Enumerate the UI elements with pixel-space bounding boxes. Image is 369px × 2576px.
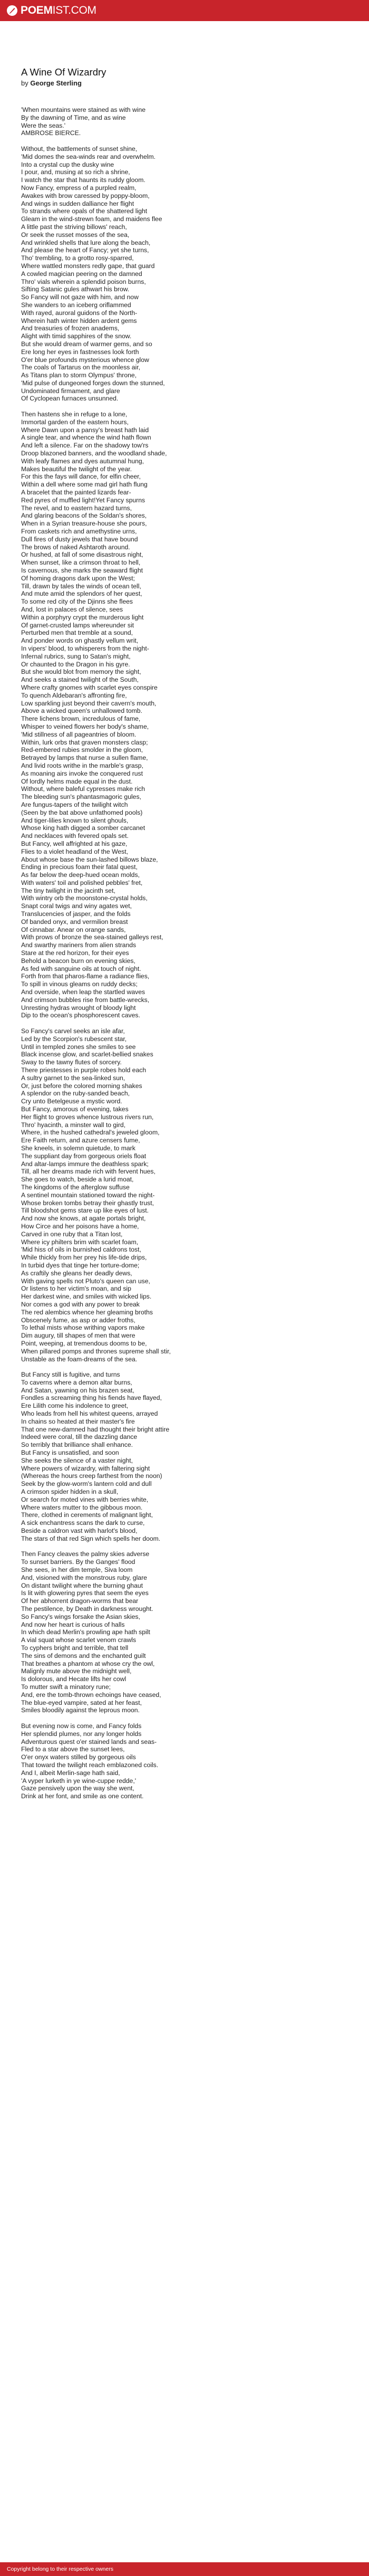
poem-line: Stare at the red horizon, for their eyes — [21, 949, 129, 957]
poem-line: But she would dream of warmer gems, and so — [21, 340, 152, 348]
poem-line: Where icy philters brim with scarlet foam, — [21, 1238, 139, 1246]
poem-line: Were the seas.' — [21, 121, 66, 129]
poem-line: Are fungus-tapers of the twilight witch — [21, 800, 128, 808]
poem-line: That breathes a phantom at whose cry the owl, — [21, 1659, 155, 1667]
poem-line: About whose base the sun-lashed billows blaze, — [21, 855, 158, 863]
poem-line: 'Mid pulse of dungeoned forges down the stunned, — [21, 379, 165, 387]
poem-line: I pour, and, musing at so rich a shrine, — [21, 168, 130, 176]
poem-line: Or search for moted vines with berries white, — [21, 1495, 149, 1503]
poem-line: 'Mid hiss of oils in burnished caldrons tost, — [21, 1246, 141, 1254]
poem-line: A single tear, and whence the wind hath flown — [21, 434, 151, 442]
poem-line: Red-embered rubies smolder in the gloom, — [21, 746, 143, 754]
poem-line: Ere Lilith come his indolence to greet, — [21, 1402, 129, 1410]
poem-line: And ponder words on ghastly vellum writ, — [21, 637, 139, 645]
poem-line: Then hastens she in refuge to a lone, — [21, 411, 128, 418]
poem-line: While thickly from her prey his life-tide drips, — [21, 1254, 147, 1262]
poem-line: A vial squat whose scarlet venom crawls — [21, 1636, 137, 1644]
poem-line: Where wattled monsters redly gape, that guard — [21, 262, 155, 270]
poem-line: Fondles a screaming thing his fiends have flayed, — [21, 1394, 162, 1402]
poem-line: AMBROSE BIERCE. — [21, 129, 81, 137]
poem-line: Her darkest wine, and smiles with wicked lips. — [21, 1293, 152, 1301]
poem-line: To some red city of the Djinns she flees — [21, 598, 133, 606]
poem-line: Infernal rubrics, sung to Satan's might, — [21, 652, 131, 660]
poem-line: And mute amid the splendors of her quest, — [21, 590, 142, 598]
poem-line: Gaze pensively upon the way she went, — [21, 1785, 134, 1792]
poem-line: By the dawning of Time, and as wine — [21, 113, 126, 121]
poem-line: With waters' toil and polished pebbles' fret, — [21, 879, 143, 886]
poem-line: Translucencies of jasper, and the folds — [21, 910, 131, 918]
poem-line: Ere Faith return, and azure censers fume, — [21, 1137, 140, 1144]
author-link[interactable]: George Sterling — [30, 79, 82, 87]
poem-line: Gleam in the wind-strewn foam, and maidens flee — [21, 215, 162, 223]
poem-line: The pestilence, by Death in darkness wrought. — [21, 1605, 153, 1613]
poem-line: Flies to a violet headland of the West, — [21, 847, 129, 855]
poem-line: Of her abhorrent dragon-worms that bear — [21, 1597, 139, 1605]
poem-line: Unresting hydras wrought of bloody light — [21, 1004, 136, 1012]
poem-line: And I, albeit Merlin-sage hath said, — [21, 1769, 120, 1777]
logo-text-bold: POEM — [21, 4, 53, 16]
poem-line: Obscenely fume, as asp or adder froths, — [21, 1316, 135, 1324]
poem-line: Betrayed by lamps that nurse a sullen flame, — [21, 754, 148, 762]
poem-line: As far below the deep-hued ocean molds, — [21, 871, 140, 879]
poem-line: Whisper to veined flowers her body's shame, — [21, 722, 149, 730]
poem-line: With prows of bronze the sea-stained galleys rest, — [21, 933, 163, 941]
poem-line: But Fancy, amorous of evening, takes — [21, 1105, 129, 1113]
poem-line: Or chaunted to the Dragon in his gyre. — [21, 660, 130, 668]
poem-line: In turbid dyes that tinge her torture-dome; — [21, 1261, 140, 1269]
poem-line: And seeks a stained twilight of the South, — [21, 676, 139, 684]
poem-line: On distant twilight where the burning ghaut — [21, 1581, 143, 1589]
poem-line: In which dead Merlin's prowling ape hath spilt — [21, 1628, 150, 1636]
poem-line: Within a porphyry crypt the murderous light — [21, 613, 144, 621]
stanza — [21, 411, 348, 1019]
poem-line: The revel, and to eastern hazard turns, — [21, 504, 132, 512]
poem-line: Red pyres of muffled light!Yet Fancy spurns — [21, 496, 145, 504]
poem-line: Led by the Scorpion's rubescent star, — [21, 1035, 127, 1043]
poem-line: And tiger-lilies known to silent ghouls, — [21, 816, 129, 824]
poem-line: And, visioned with the monstrous ruby, glare — [21, 1573, 147, 1581]
poem-line: To mutter swift a minatory rune; — [21, 1683, 111, 1691]
poem-line: And crimson bubbles rise from battle-wrecks, — [21, 996, 150, 1004]
poem-line: Snapt coral twigs and winy agates wet, — [21, 902, 132, 910]
poem-line: O'er onyx waters stilled by gorgeous oils — [21, 1753, 136, 1761]
poem-line: The blue-eyed vampire, sated at her feast, — [21, 1699, 142, 1706]
poem-line: A cowled magician peering on the damned — [21, 270, 142, 278]
poem-line: Till, drawn by tales the winds of ocean tell, — [21, 582, 141, 590]
poem-line: Alight with timid sapphires of the snow. — [21, 332, 132, 340]
poem-line: Where waters mutter to the gibbous moon. — [21, 1503, 143, 1511]
poem-line: There, clothed in cerements of malignant light, — [21, 1511, 153, 1519]
poem-line: That toward the twilight reach emblazoned coils. — [21, 1761, 159, 1769]
poem-line: Ere long her eyes in fastnesses look forth — [21, 348, 139, 356]
poem-line: But she would blot from memory the sight, — [21, 668, 141, 676]
poem-line: And treasuries of frozen anadems, — [21, 325, 120, 332]
stanza — [21, 1027, 348, 1363]
poem-line: Above a wicked queen's unhallowed tomb. — [21, 707, 142, 715]
poem-line: Of homing dragons dark upon the West; — [21, 574, 135, 582]
stanza — [21, 106, 348, 137]
poem-line: Carved in one ruby that a Titan lost, — [21, 1230, 123, 1238]
poem-line: With leafy flames and dyes autumnal hung, — [21, 457, 144, 465]
poem-line: Nor comes a god with any power to break — [21, 1300, 140, 1308]
poem-line: 'A vyper lurketh in ye wine-cuppe redde,' — [21, 1777, 137, 1785]
poem-line: And necklaces with fevered opals set. — [21, 832, 129, 840]
poem-line: Indeed were coral, till the dazzling dance — [21, 1433, 138, 1441]
stanza — [21, 145, 348, 403]
poem-line: Without, where baleful cypresses make rich — [21, 785, 145, 793]
poem-line: And Satan, yawning on his brazen seat, — [21, 1386, 134, 1394]
poem-line: Within, lurk orbs that graven monsters clasp; — [21, 738, 148, 746]
by-label: by — [21, 79, 28, 87]
poem-line: With wintry orb the moonstone-crystal holds, — [21, 894, 148, 902]
poem-line: I watch the star that haunts its ruddy gloom. — [21, 176, 145, 184]
poem-line: Makes beautiful the twilight of the year. — [21, 465, 132, 473]
poem-line: To cyphers bright and terrible, that tell — [21, 1644, 129, 1652]
poem-line: Or hushed, at fall of some disastrous night, — [21, 551, 143, 559]
poem-line: And, lost in palaces of silence, sees — [21, 606, 123, 613]
poem-line: As fed with sanguine oils at touch of night. — [21, 965, 141, 972]
poem-line: A little past the striving billows' reach, — [21, 223, 127, 231]
poem-line: Dim augury, till shapes of men that were — [21, 1332, 135, 1340]
poem-line: With gaving spells not Pluto's queen can use, — [21, 1277, 150, 1285]
poem-line: So Fancy's wings forsake the Asian skies, — [21, 1613, 140, 1620]
poem-line: Thro' vials wherein a splendid poison burns, — [21, 278, 146, 285]
poem-line: Of banded onyx, and vermilion breast — [21, 918, 128, 926]
poem-line: (Seen by the bat above unfathomed pools) — [21, 808, 143, 816]
poem-line: Now Fancy, empress of a purpled realm, — [21, 184, 137, 192]
poem-line: Malignly mute above the midnight well, — [21, 1667, 132, 1675]
poem-line: But evening now is come, and Fancy folds — [21, 1722, 142, 1730]
poem-line: Then Fancy cleaves the palmy skies adverse — [21, 1550, 150, 1558]
poem-line: Drink at her font, and smile as one content. — [21, 1792, 144, 1800]
poem-line: Is dolorous, and Hecate lifts her cowl — [21, 1675, 127, 1683]
poem-line: Cry unto Betelgeuse a mystic word. — [21, 1098, 122, 1105]
poem-line: But Fancy, well affrighted at his gaze, — [21, 839, 128, 847]
poem-line: A bracelet that the painted lizards fear- — [21, 489, 131, 497]
poem-line: Black incense glow, and scarlet-bellied snakes — [21, 1051, 153, 1058]
poem-line: 'Mid stillness of all pageantries of bloom. — [21, 730, 137, 738]
poem-line: How Circe and her poisons have a home, — [21, 1222, 139, 1230]
poem-line: Beside a caldron vast with harlot's blood, — [21, 1527, 138, 1535]
stanza — [21, 1371, 348, 1543]
poem-line: A crimson spider hidden in a skull, — [21, 1488, 119, 1496]
poem-line: And swarthy mariners from alien strands — [21, 941, 137, 949]
poem-line: Sway to the tawny flutes of sorcery. — [21, 1058, 122, 1066]
poem-line: The coals of Tartarus on the moonless air, — [21, 364, 141, 371]
poem-line: Thro' hyacinth, a minster wall to gird, — [21, 1121, 126, 1129]
poem-line: Fled to a star above the sunset lees, — [21, 1745, 125, 1753]
poem-line: That one new-damned had thought their bright attire — [21, 1425, 170, 1433]
poem-line: Seek by the glow-worm's lantern cold and dull — [21, 1480, 152, 1488]
poem-line: Sifting Satanic gules athwart his brow. — [21, 285, 130, 293]
poem-line: A sultry garnet to the sea-linked sun, — [21, 1074, 125, 1082]
poem-line: Unstable as the foam-dreams of the sea. — [21, 1355, 138, 1363]
poem-line: Adventurous quest o'er stained lands and seas- — [21, 1738, 157, 1745]
poem-line: Till, all her dreams made rich with fervent hues, — [21, 1168, 156, 1176]
poem-line: The stars of that red Sign which spells her doom. — [21, 1534, 161, 1542]
poem-line: A splendor on the ruby-sanded beach, — [21, 1090, 130, 1098]
poem-line: A sentinel mountain stationed toward the night- — [21, 1191, 155, 1199]
poem-line: And please the heart of Fancy; yet she turns, — [21, 246, 149, 254]
poem-line: A sick enchantress scans the dark to curse, — [21, 1519, 145, 1527]
poem-line: Who leads from hell his whitest queens, arrayed — [21, 1410, 158, 1418]
poem-title: A Wine Of Wizardry — [21, 66, 106, 78]
site-logo[interactable] — [6, 4, 96, 17]
poem-line: So Fancy's carvel seeks an isle afar, — [21, 1027, 125, 1035]
poem-line: Immortal garden of the eastern hours, — [21, 418, 129, 426]
poem-line: Undominated firmament, and glare — [21, 387, 120, 395]
poem-line: Is lit with glowering pyres that seem the eyes — [21, 1589, 149, 1597]
stanza — [21, 1722, 348, 1800]
poem-line: She seeks the silence of a vaster night, — [21, 1456, 133, 1464]
copyright-text: Copyright belong to their respective owners — [7, 2566, 113, 2572]
poem-line: The suppliant day from gorgeous oriels float — [21, 1152, 147, 1160]
poem-line: Forth from that pharos-flame a radiance flies, — [21, 972, 150, 980]
poem-line: And left a silence. Far on the shadowy tow'rs — [21, 442, 149, 450]
poem-line: And now she knows, at agate portals bright, — [21, 1215, 146, 1223]
poem-line: To caverns where a demon altar burns, — [21, 1378, 132, 1386]
poem-line: Of cinnabar. Anear on orange sands, — [21, 926, 126, 933]
poem-line: With rayed, auroral guidons of the North- — [21, 309, 138, 317]
poem-line: And now her heart is curious of halls — [21, 1620, 125, 1628]
poem-line: Till bloodshot gems stare up like eyes of lust. — [21, 1207, 149, 1215]
poem-line: Her splendid plumes, nor any longer holds — [21, 1730, 142, 1738]
poem-line: So Fancy will not gaze with him, and now — [21, 293, 139, 301]
poem-line: Or, just before the colored morning shakes — [21, 1082, 142, 1090]
poem-line: Her flight to groves whence lustrous rivers run, — [21, 1113, 154, 1121]
poem-line: Low sparkling just beyond their cavern's mouth, — [21, 699, 157, 707]
poem-line: Without, the battlements of sunset shine, — [21, 145, 138, 152]
poem-content — [0, 21, 369, 1800]
poem-line: Or listens to her victim's moan, and sip — [21, 1285, 131, 1293]
poem-line: In chains so heated at their master's fire — [21, 1417, 135, 1425]
poem-line: But Fancy still is fugitive, and turns — [21, 1371, 120, 1379]
poem-line: Tho' trembling, to a grotto rosy-sparred, — [21, 254, 134, 262]
poem-line: And overside, when leap the startled waves — [21, 988, 145, 996]
poem-line: And livid roots writhe in the marble's grasp, — [21, 761, 143, 769]
poem-line: To strands where opals of the shattered light — [21, 207, 148, 215]
poem-line: Of Cyclopean furnaces unsunned. — [21, 395, 119, 403]
poem-line: Of garnet-crusted lamps whereunder sit — [21, 621, 134, 629]
poem-line: Until in templed zones she smiles to see — [21, 1043, 136, 1051]
poem-line: And, ere the tomb-thrown echoings have ceased, — [21, 1691, 161, 1699]
poem-line: As moaning airs invoke the conquered rust — [21, 769, 143, 777]
poem-line: Whose broken tombs betray their ghastly trust, — [21, 1199, 154, 1207]
poem-line: Where powers of wizardry, with faltering sight — [21, 1464, 150, 1472]
poem-line: Wherein hath winter hidden ardent gems — [21, 317, 137, 325]
footer — [0, 2562, 369, 2576]
poem-body — [21, 106, 348, 1800]
poem-line: There priestesses in purple robes hold each — [21, 1066, 147, 1074]
poem-line: Dull fires of dusty jewels that have bound — [21, 535, 138, 543]
poem-line: And wrinkled shells that lure along the beach, — [21, 238, 151, 246]
poem-line: As craftily she gleans her deadly dews, — [21, 1269, 132, 1277]
poem-line: Dip to the ocean's phosphorescent caves. — [21, 1012, 140, 1019]
poem-line: She wanders to an iceberg oriflammed — [21, 301, 131, 309]
poem-line: Behold a beacon burn on evening skies, — [21, 957, 135, 965]
poem-line: Smiles bloodily against the leprous moon. — [21, 1706, 140, 1714]
poem-line: And altar-lamps immure the deathless spark; — [21, 1160, 149, 1168]
poem-line: Within a dell where some mad girl hath flung — [21, 481, 148, 489]
poem-line: The bleeding sun's phantasmagoric gules, — [21, 793, 141, 801]
top-bar — [0, 0, 369, 21]
poem-line: She sees, in her dim temple, Siva loom — [21, 1566, 133, 1574]
poem-line: But Fancy is unsatisfied, and soon — [21, 1449, 119, 1457]
poem-line: Where, in the hushed cathedral's jeweled gloom, — [21, 1129, 160, 1137]
poem-line: Point, weeping, at tremendous dooms to be, — [21, 1339, 147, 1347]
poem-line: So terribly that brilliance shall enhance. — [21, 1441, 133, 1449]
poem-line: Perturbed men that tremble at a sound, — [21, 629, 133, 637]
poem-line: The red alembics whence her gleaming broths — [21, 1308, 153, 1316]
poem-line: Is cavernous, she marks the seaward flight — [21, 567, 143, 575]
poem-line: To lethal mists whose writhing vapors make — [21, 1324, 145, 1332]
poem-line: And glaring beacons of the Soldan's shores, — [21, 512, 147, 520]
poem-line: (Whereas the hours creep farthest from the noon) — [21, 1472, 162, 1480]
poem-line: And wings in sudden dalliance her flight — [21, 199, 134, 207]
poem-line: O'er blue profounds mysterious whence glow — [21, 356, 149, 364]
poem-line: To sunset barriers. By the Ganges' flood — [21, 1558, 135, 1566]
poem-line: For this the fays will dance, for elfin cheer, — [21, 473, 141, 481]
poem-line: The brows of naked Ashtaroth around. — [21, 543, 130, 551]
poem-line: In vipers' blood, to whisperers from the night- — [21, 644, 149, 652]
poem-line: 'Mid domes the sea-winds rear and overwhelm. — [21, 152, 156, 160]
poem-line: She goes to watch, beside a lurid moat, — [21, 1176, 134, 1184]
poem-line: As Titans plan to storm Olympus' throne, — [21, 371, 137, 379]
poem-line: The sins of demons and the enchanted guilt — [21, 1652, 146, 1659]
stanza — [21, 1550, 348, 1714]
logo-text-light: IST.COM — [52, 4, 96, 16]
poem-line: Or seek the russet mosses of the sea, — [21, 231, 130, 238]
poem-line: When sunset, like a crimson throat to hell, — [21, 559, 141, 567]
poem-line: To spill in vinous gleams on ruddy decks; — [21, 980, 138, 988]
poem-line: The tiny twilight in the jacinth set, — [21, 886, 115, 894]
poem-line: 'When mountains were stained as with wine — [21, 106, 146, 113]
poem-line: She kneels, in solemn quietude, to mark — [21, 1144, 135, 1152]
poem-line: When pillared pomps and thrones supreme shall stir, — [21, 1347, 171, 1355]
poem-line: Ending in precious foam their fatal quest, — [21, 863, 138, 871]
poem-line: Into a crystal cup the dusky wine — [21, 160, 114, 168]
poem-line: Droop blazoned banners, and the woodland shade, — [21, 450, 167, 457]
poem-line: The kingdoms of the afterglow suffuse — [21, 1183, 130, 1191]
poem-line: There lichens brown, incredulous of fame, — [21, 715, 141, 723]
poem-line: Awakes with brow caressed by poppy-bloom, — [21, 192, 150, 199]
poem-line: Where crafty gnomes with scarlet eyes conspire — [21, 683, 158, 691]
poem-line: Where Dawn upon a pansy's breast hath laid — [21, 426, 149, 434]
byline — [21, 79, 348, 88]
poem-line: To quench Aldebaran's affronting fire, — [21, 691, 127, 699]
quill-circle-icon — [6, 5, 18, 16]
poem-line: Whose king hath digged a somber carcanet — [21, 824, 145, 832]
poem-line: Of lordly helms made equal in the dust. — [21, 777, 133, 785]
poem-line: From caskets rich and amethystine urns, — [21, 528, 137, 536]
poem-line: When in a Syrian treasure-house she pours, — [21, 520, 147, 528]
